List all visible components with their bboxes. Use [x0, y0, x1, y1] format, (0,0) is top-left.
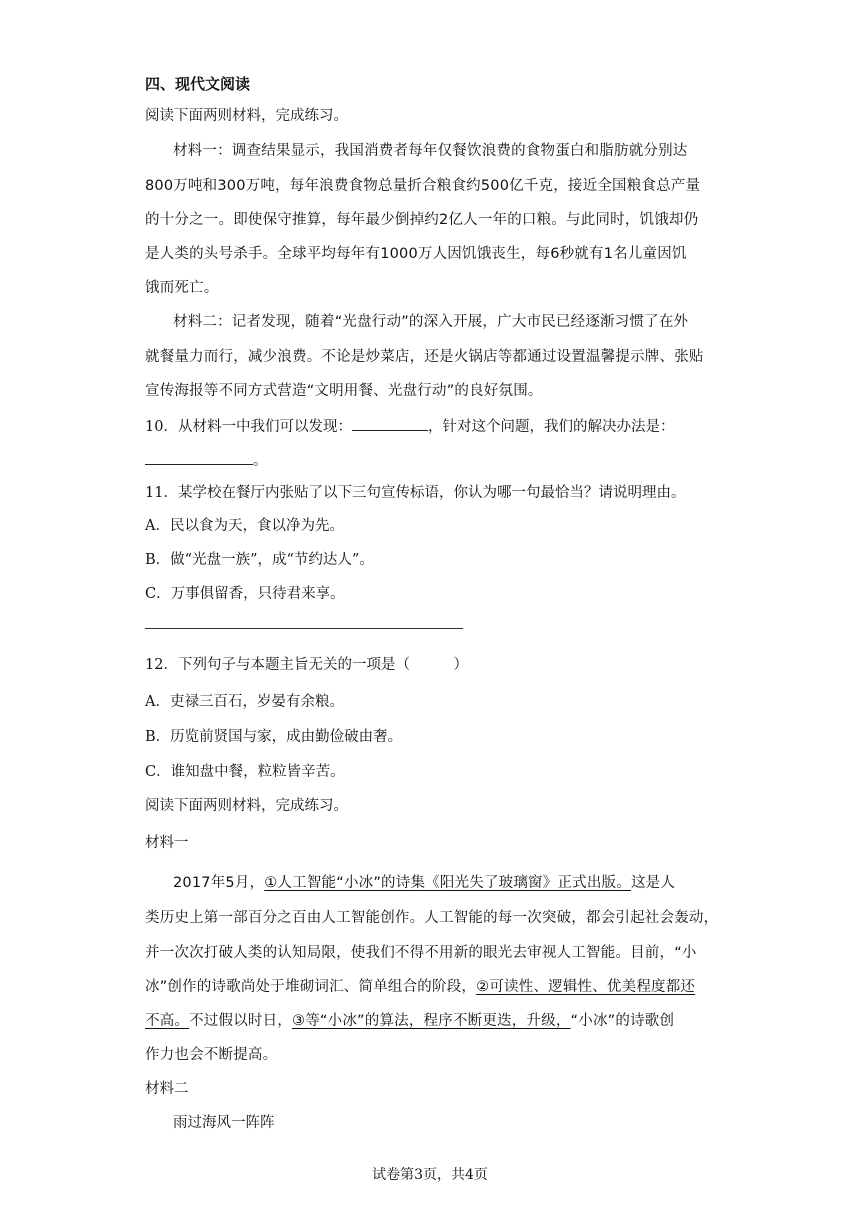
material1-line: 800万吨和300万吨，每年浪费食物总量折合粮食约500亿千克，接近全国粮食总产量: [145, 178, 701, 194]
material1-line: 饿而死亡。: [145, 280, 219, 296]
underlined-sentence-1: ①人工智能“小冰”的诗集《阳光失了玻璃窗》正式出版。: [264, 875, 631, 891]
passage-text: “小冰”的诗歌创: [570, 1013, 675, 1029]
passage-label-1: 材料一: [145, 835, 189, 851]
q10-end: 。: [253, 453, 268, 469]
q10-blank-1[interactable]: [352, 414, 428, 431]
material1-line: 是人类的头号杀手。全球平均每年有1000万人因饥饿丧生，每6秒就有1名儿童因饥: [145, 246, 687, 262]
q11-answer-line[interactable]: [145, 628, 463, 629]
q11-option-c: C．万事俱留香，只待君来享。: [145, 586, 345, 602]
material1-line: 材料一：调查结果显示，我国消费者每年仅餐饮浪费的食物蛋白和脂肪就分别达: [173, 143, 688, 159]
q10-stem-cont: ，针对这个问题，我们的解决办法是：: [427, 419, 675, 435]
material2-line: 就餐量力而行，减少浪费。不论是炒菜店，还是火锅店等都通过设置温馨提示牌、张贴: [145, 349, 704, 365]
material2-line: 宣传海报等不同方式营造“文明用餐、光盘行动”的良好氛围。: [145, 383, 543, 399]
passage-line: [173, 873, 675, 893]
q12-option-c: C．谁知盘中餐，粒粒皆辛苦。: [145, 764, 345, 780]
question-11-stem: 11．某学校在餐厅内张贴了以下三句宣传标语，你认为哪一句最恰当？请说明理由。: [145, 485, 686, 501]
page-footer: 试卷第3页，共4页: [372, 1167, 488, 1183]
reading-instruction: 阅读下面两则材料，完成练习。: [145, 108, 348, 124]
question-12-stem: 12．下列句子与本题主旨无关的一项是（ ）: [145, 657, 468, 673]
underlined-sentence-2: ②可读性、逻辑性、优美程度都还: [476, 979, 696, 995]
q12-option-b: B．历览前贤国与家，成由勤俭破由奢。: [145, 729, 403, 745]
passage-text: 2017年5月，: [173, 875, 265, 891]
q11-option-a: A．民以食为天，食以净为先。: [145, 518, 344, 534]
passage-label-2: 材料二: [145, 1081, 189, 1097]
passage-line: [145, 1011, 674, 1031]
section-title: 四、现代文阅读: [145, 75, 251, 93]
passage-text: 冰”创作的诗歌尚处于堆砌词汇、简单组合的阶段，: [145, 979, 477, 995]
q10-blank-2[interactable]: [145, 448, 253, 465]
reading-instruction-2: 阅读下面两则材料，完成练习。: [145, 798, 348, 814]
underlined-sentence-2-end: 不高。: [145, 1013, 190, 1029]
passage-line: [145, 977, 695, 997]
question-10-cont: [145, 448, 268, 471]
q12-option-a: A．吏禄三百石，岁晏有余粮。: [145, 694, 344, 710]
poem-line: 雨过海风一阵阵: [173, 1115, 275, 1131]
material2-line: 材料二：记者发现，随着“光盘行动”的深入开展，广大市民已经逐渐习惯了在外: [173, 314, 689, 330]
passage-text: 这是人: [630, 875, 676, 891]
q11-option-b: B．做“光盘一族”，成“节约达人”。: [145, 552, 374, 568]
underlined-sentence-3: ③等“小冰”的算法，程序不断更迭，升级，: [292, 1013, 571, 1029]
passage-line: 并一次次打破人类的认知局限，使我们不得不用新的眼光去审视人工智能。目前，“小: [145, 945, 697, 961]
material1-line: 的十分之一。即使保守推算，每年最少倒掉约2亿人一年的口粮。与此同时，饥饿却仍: [145, 212, 699, 228]
question-10: [145, 414, 674, 437]
passage-line: 类历史上第一部百分之百由人工智能创作。人工智能的每一次突破，都会引起社会轰动，: [145, 910, 719, 926]
passage-line: 作力也会不断提高。: [145, 1047, 278, 1063]
q10-stem: 10．从材料一中我们可以发现：: [145, 419, 352, 435]
passage-text: 不过假以时日，: [189, 1013, 293, 1029]
